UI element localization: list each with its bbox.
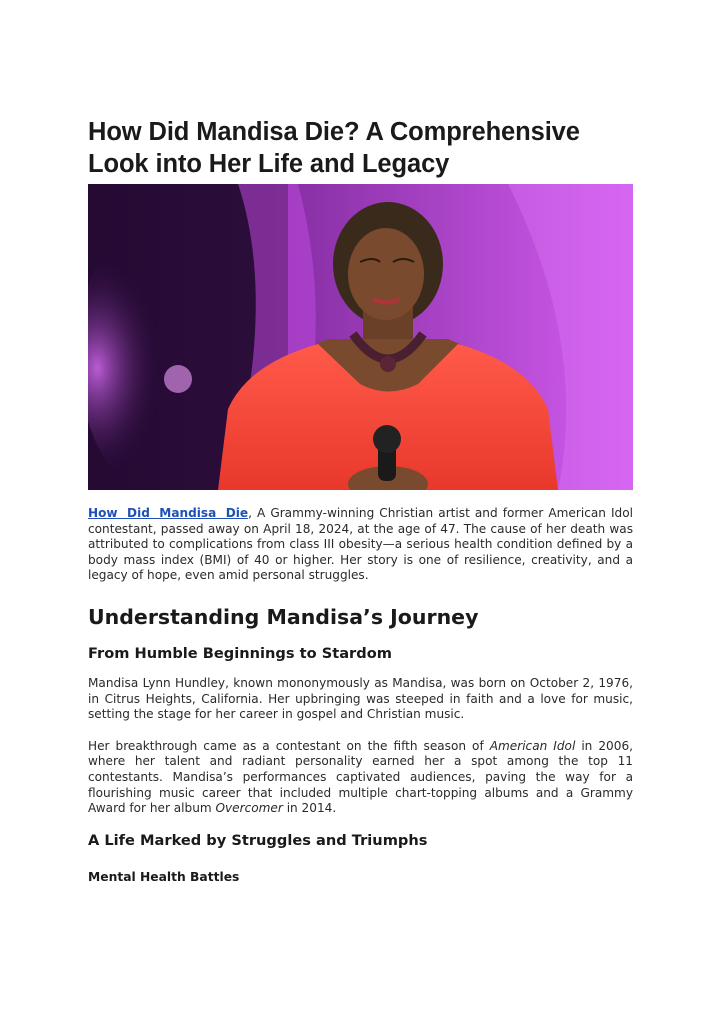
body-text: Her breakthrough came as a contestant on the fifth season of bbox=[88, 738, 490, 753]
hero-image bbox=[88, 184, 633, 490]
article-title: How Did Mandisa Die? A Comprehensive Look into Her Life and Legacy bbox=[88, 118, 580, 178]
album-title: Overcomer bbox=[215, 801, 283, 816]
body-paragraph: Mandisa Lynn Hundley, known mononymously as Mandisa, was born on October 2, 1976, in Citrus Heights, California. Her upbringing was steeped in faith and a love for music, setting the stage for her career in gospel and Christian music. bbox=[88, 675, 633, 722]
section-heading: Understanding Mandisa’s Journey bbox=[88, 604, 479, 629]
minor-heading: Mental Health Battles bbox=[88, 869, 240, 884]
intro-paragraph bbox=[88, 506, 633, 584]
body-text: in 2006, where her talent and radiant personality earned her a spot among the top 11 contestants. Mandisa’s performances captivated audiences, paving the way for a flourishing music career that included multiple chart-topping albums and a Grammy Award for her album bbox=[88, 738, 633, 816]
subsection-heading: From Humble Beginnings to Stardom bbox=[88, 644, 392, 662]
subsection-heading: A Life Marked by Struggles and Triumphs bbox=[88, 831, 428, 849]
body-paragraph bbox=[88, 739, 633, 817]
article bbox=[88, 116, 633, 885]
body-text: in 2014. bbox=[282, 801, 337, 816]
mandisa-portrait-photo bbox=[88, 184, 633, 490]
show-title: American Idol bbox=[489, 738, 576, 753]
intro-link[interactable]: How Did Mandisa Die bbox=[88, 506, 249, 520]
intro-text: , A Grammy-winning Christian artist and former American Idol contestant, passed away on April 18, 2024, at the age of 47. The cause of her death was attributed to complications from class III obesity—a serious health condition defined by a body mass index (BMI) of 40 or higher. Her story is one of resilience, creativity, and a legacy of hope, even amid personal struggles. bbox=[88, 506, 633, 583]
